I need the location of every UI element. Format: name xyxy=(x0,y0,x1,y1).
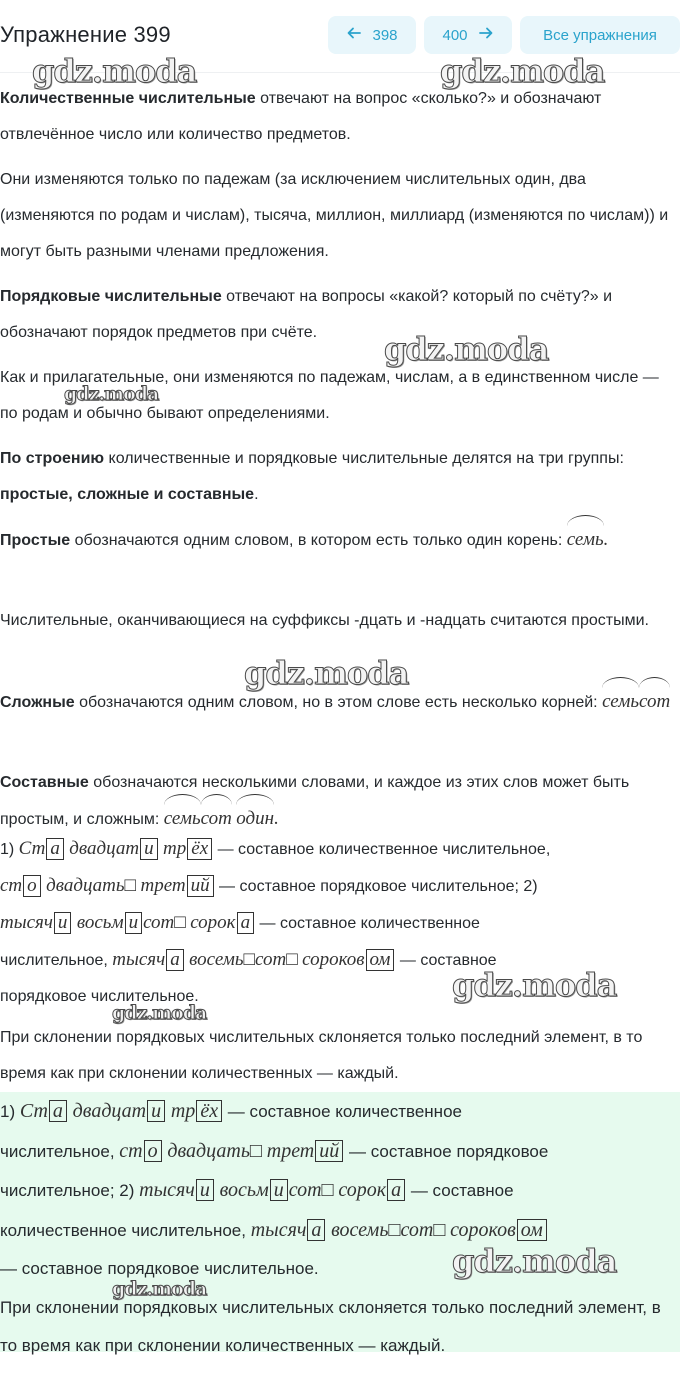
watermark-logo: gdz.moda xyxy=(64,383,159,405)
ending: и xyxy=(140,838,158,860)
root: тысяч xyxy=(250,1218,307,1241)
root: трет xyxy=(266,1139,315,1162)
root: тысяч xyxy=(0,912,53,933)
term: Сложные xyxy=(0,694,75,711)
watermark-logo: gdz.moda xyxy=(32,52,197,90)
ending: о xyxy=(23,875,41,897)
root: восьм xyxy=(219,1179,269,1201)
answer-line xyxy=(0,1092,678,1132)
paragraph-suffix: Числительные, оканчивающиеся на суффиксы -дцать и -надцать считаются простыми. xyxy=(0,612,649,629)
answer-line: — составное порядковое числительное. xyxy=(0,1259,319,1278)
ending: а xyxy=(307,1219,325,1241)
root: ст xyxy=(119,1139,143,1162)
ending: о xyxy=(144,1140,162,1162)
term: Количественные числительные xyxy=(0,90,256,107)
text: количественные и порядковые числительные делятся на три группы: xyxy=(104,450,624,467)
paragraph-complex xyxy=(0,684,678,721)
root: сот□ xyxy=(143,912,186,933)
root-word: семь xyxy=(567,522,604,558)
end: . xyxy=(254,486,259,503)
header xyxy=(0,0,680,73)
ending: а xyxy=(387,1179,405,1201)
text: числительное, xyxy=(0,1141,115,1161)
root: тр xyxy=(170,1100,196,1122)
text: — составное порядковое числительное; 2) xyxy=(214,878,538,895)
example-line xyxy=(0,905,678,942)
paragraph-compound xyxy=(0,765,678,838)
ending: ий xyxy=(187,875,214,897)
paragraph-ordinal xyxy=(0,279,678,351)
arrow-right-icon xyxy=(478,25,494,45)
page-title: Упражнение 399 xyxy=(0,22,171,47)
text: обозначаются одним словом, но в этом слове есть несколько корней: xyxy=(74,694,603,711)
root: тысяч xyxy=(139,1179,195,1201)
watermark-logo: gdz.moda xyxy=(452,966,617,1004)
example-line: порядковое числительное. xyxy=(0,988,199,1005)
root: двадцат xyxy=(72,1100,147,1122)
text: обозначаются несколькими словами, и каждое из этих слов может быть простым, и сложным: xyxy=(0,774,630,828)
term: Порядковые числительные xyxy=(0,288,222,305)
root: двадцат xyxy=(69,838,140,859)
ending: а xyxy=(46,838,64,860)
term: По строению xyxy=(0,450,105,467)
root: восемь□сот□ xyxy=(189,949,298,970)
arrow-left-icon xyxy=(346,25,362,45)
root-word: сот xyxy=(639,684,670,720)
prev-exercise-label: 398 xyxy=(372,26,398,44)
answer-line: При склонении порядковых числительных склоняется только последний элемент, в то время как при склонении количественных — каждый. xyxy=(0,1297,661,1355)
root-word: семь xyxy=(164,801,201,837)
paragraph-declension: При склонении порядковых числительных склоняется только последний элемент, в то время как при склонении количественных — каждый. xyxy=(0,1029,643,1082)
text: числительное, xyxy=(0,952,108,969)
watermark-logo: gdz.moda xyxy=(384,330,549,368)
root: тр xyxy=(163,838,187,859)
root: восьм xyxy=(76,912,124,933)
root: сот□ xyxy=(288,1179,334,1201)
text: обозначаются одним словом, в котором есть только один корень: xyxy=(70,532,567,549)
answer-line xyxy=(0,1132,678,1172)
root: двадцать□ xyxy=(46,875,137,896)
root: сороков xyxy=(450,1218,516,1241)
ending: а xyxy=(166,949,184,971)
num: 1) xyxy=(0,1102,20,1121)
ending: ёх xyxy=(196,1100,222,1122)
prev-exercise-button[interactable] xyxy=(328,16,416,54)
example-line xyxy=(0,868,678,905)
watermark-logo: gdz.moda xyxy=(440,52,605,90)
text: отвечают на вопрос «сколько?» и обозначают отвлечённое число или количество предметов. xyxy=(0,90,602,143)
text: — составное xyxy=(395,952,497,969)
groups: простые, сложные и составные xyxy=(0,486,255,503)
answer-line xyxy=(0,1211,678,1251)
next-exercise-button[interactable] xyxy=(424,16,512,54)
answer-block xyxy=(0,1092,678,1366)
end: . xyxy=(603,529,609,550)
text: отвечают на вопросы «какой? который по счёту?» и обозначают порядок предметов при счёте. xyxy=(0,288,613,341)
paragraph-structure xyxy=(0,441,678,513)
text: — составное порядковое xyxy=(344,1141,549,1161)
ending: а xyxy=(49,1100,67,1122)
paragraph-simple xyxy=(0,522,678,559)
watermark-logo: gdz.moda xyxy=(244,654,409,692)
ending: и xyxy=(125,912,143,934)
ending: ом xyxy=(517,1219,547,1241)
paragraph-quantitative xyxy=(0,81,678,153)
end: . xyxy=(274,808,279,829)
root: Ст xyxy=(19,1100,48,1122)
root: двадцать□ xyxy=(167,1139,263,1162)
root: восемь□сот□ xyxy=(331,1218,446,1241)
example-block xyxy=(0,831,678,1015)
num: 1) xyxy=(0,841,19,858)
ending: и xyxy=(54,912,72,934)
all-exercises-button[interactable]: Все упражнения xyxy=(520,16,680,54)
root: трет xyxy=(140,875,186,896)
root-word: сот xyxy=(201,801,232,837)
root-word: семь xyxy=(602,684,639,720)
text: — составное количественное числительное, xyxy=(213,841,551,858)
root-word: один xyxy=(236,801,274,837)
ending: ий xyxy=(315,1140,343,1162)
watermark-logo: gdz.moda xyxy=(112,1278,207,1300)
answer-line xyxy=(0,1171,678,1211)
root: Ст xyxy=(18,838,46,859)
root: сорок xyxy=(338,1179,387,1201)
root: сороков xyxy=(302,949,365,970)
watermark-logo: gdz.moda xyxy=(452,1242,617,1280)
ending: ёх xyxy=(187,838,212,860)
text: — составное xyxy=(406,1181,514,1200)
text: — составное количественное xyxy=(223,1102,462,1121)
paragraph-changes: Они изменяются только по падежам (за исключением числительных один, два (изменяются по родам и числам), тысяча, миллион, миллиард (изменяются по числам)) и могут быть разными членами предложения. xyxy=(0,171,669,260)
example-line xyxy=(0,942,678,979)
ending: ом xyxy=(366,949,395,971)
ending: а xyxy=(237,912,255,934)
text: — составное количественное xyxy=(255,915,480,932)
root: тысяч xyxy=(112,949,166,970)
term: Простые xyxy=(0,532,71,549)
root: сорок xyxy=(190,912,236,933)
example-line xyxy=(0,831,678,868)
text: числительное; 2) xyxy=(0,1181,140,1200)
ending: и xyxy=(147,1100,165,1122)
root: ст xyxy=(0,875,23,896)
term: Составные xyxy=(0,774,89,791)
paragraph-adjectives: Как и прилагательные, они изменяются по падежам, числам, а в единственном числе — по родам и обычно бывают определениями. xyxy=(0,369,659,422)
next-exercise-label: 400 xyxy=(442,26,468,44)
ending: и xyxy=(270,1179,288,1201)
watermark-logo: gdz.moda xyxy=(112,1002,207,1024)
ending: и xyxy=(196,1179,214,1201)
text: количественное числительное, xyxy=(0,1220,251,1240)
